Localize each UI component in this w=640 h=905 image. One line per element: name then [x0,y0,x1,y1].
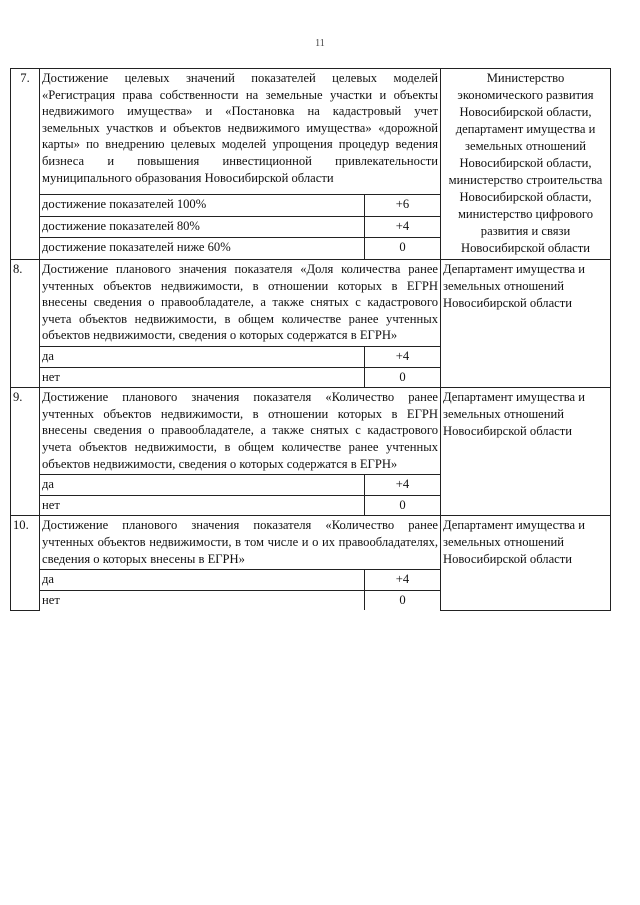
row-number: 7. [11,69,40,260]
option-label: достижение показателей ниже 60% [40,238,365,260]
option-label: да [40,475,365,496]
criterion-text: Достижение целевых значений показателей целевых моделей «Регистрация права собственности на земельные участки и объекты недвижимого имущества» и «Постановка на кадастровый учет земельных участков и объектов недвижимого имущества» «дорожной карты» по внедрению целевых моделей упрощения процедур ведения бизнеса и повышения инвестиционной привлекательности муниципального образования Новосибирской области [40,69,441,195]
option-points: +4 [365,346,441,367]
option-points: 0 [365,495,441,516]
option-label: нет [40,367,365,388]
option-label: нет [40,495,365,516]
option-points: +4 [365,570,441,591]
responsible-authority: Министерство экономического развития Новосибирской области, департамент имущества и земельных отношений Новосибирской области, министерство строительства Новосибирской области, министерство цифрового развития и связи Новосибирской области [441,69,611,260]
option-points: 0 [365,238,441,260]
table-row [11,388,611,475]
option-label: да [40,570,365,591]
criterion-text: Достижение планового значения показателя «Количество ранее учтенных объектов недвижимости, в том числе и о их правообладателях, сведения о которых внесены в ЕГРН» [40,516,441,570]
table-row [11,516,611,570]
responsible-authority: Департамент имущества и земельных отношений Новосибирской области [441,260,611,388]
criterion-text: Достижение планового значения показателя «Количество ранее учтенных объектов недвижимости, в отношении которых в ЕГРН внесены сведения о правообладателе, а также снятых с кадастрового учета объектов недвижимости, в общем количестве ранее учтенных объектов недвижимости, сведения о которых содержатся в ЕГРН» [40,388,441,475]
option-points: +4 [365,216,441,238]
row-number: 8. [11,260,40,388]
option-points: 0 [365,590,441,610]
option-points: 0 [365,367,441,388]
responsible-authority: Департамент имущества и земельных отношений Новосибирской области [441,388,611,516]
option-points: +6 [365,195,441,217]
criterion-text: Достижение планового значения показателя «Доля количества ранее учтенных объектов недвижимости, в отношении которых в ЕГРН внесены сведения о правообладателе, а также снятых с кадастрового учета объектов недвижимости, в общем количестве ранее учтенных объектов недвижимости, сведения о которых содержатся в ЕГРН» [40,260,441,347]
option-label: нет [40,590,365,610]
option-label: достижение показателей 100% [40,195,365,217]
criteria-table [10,68,611,611]
table-row [11,69,611,195]
option-label: да [40,346,365,367]
table-row [11,260,611,347]
page-number: 11 [315,38,325,49]
option-label: достижение показателей 80% [40,216,365,238]
option-points: +4 [365,475,441,496]
row-number: 10. [11,516,40,610]
responsible-authority: Департамент имущества и земельных отношений Новосибирской области [441,516,611,610]
row-number: 9. [11,388,40,516]
